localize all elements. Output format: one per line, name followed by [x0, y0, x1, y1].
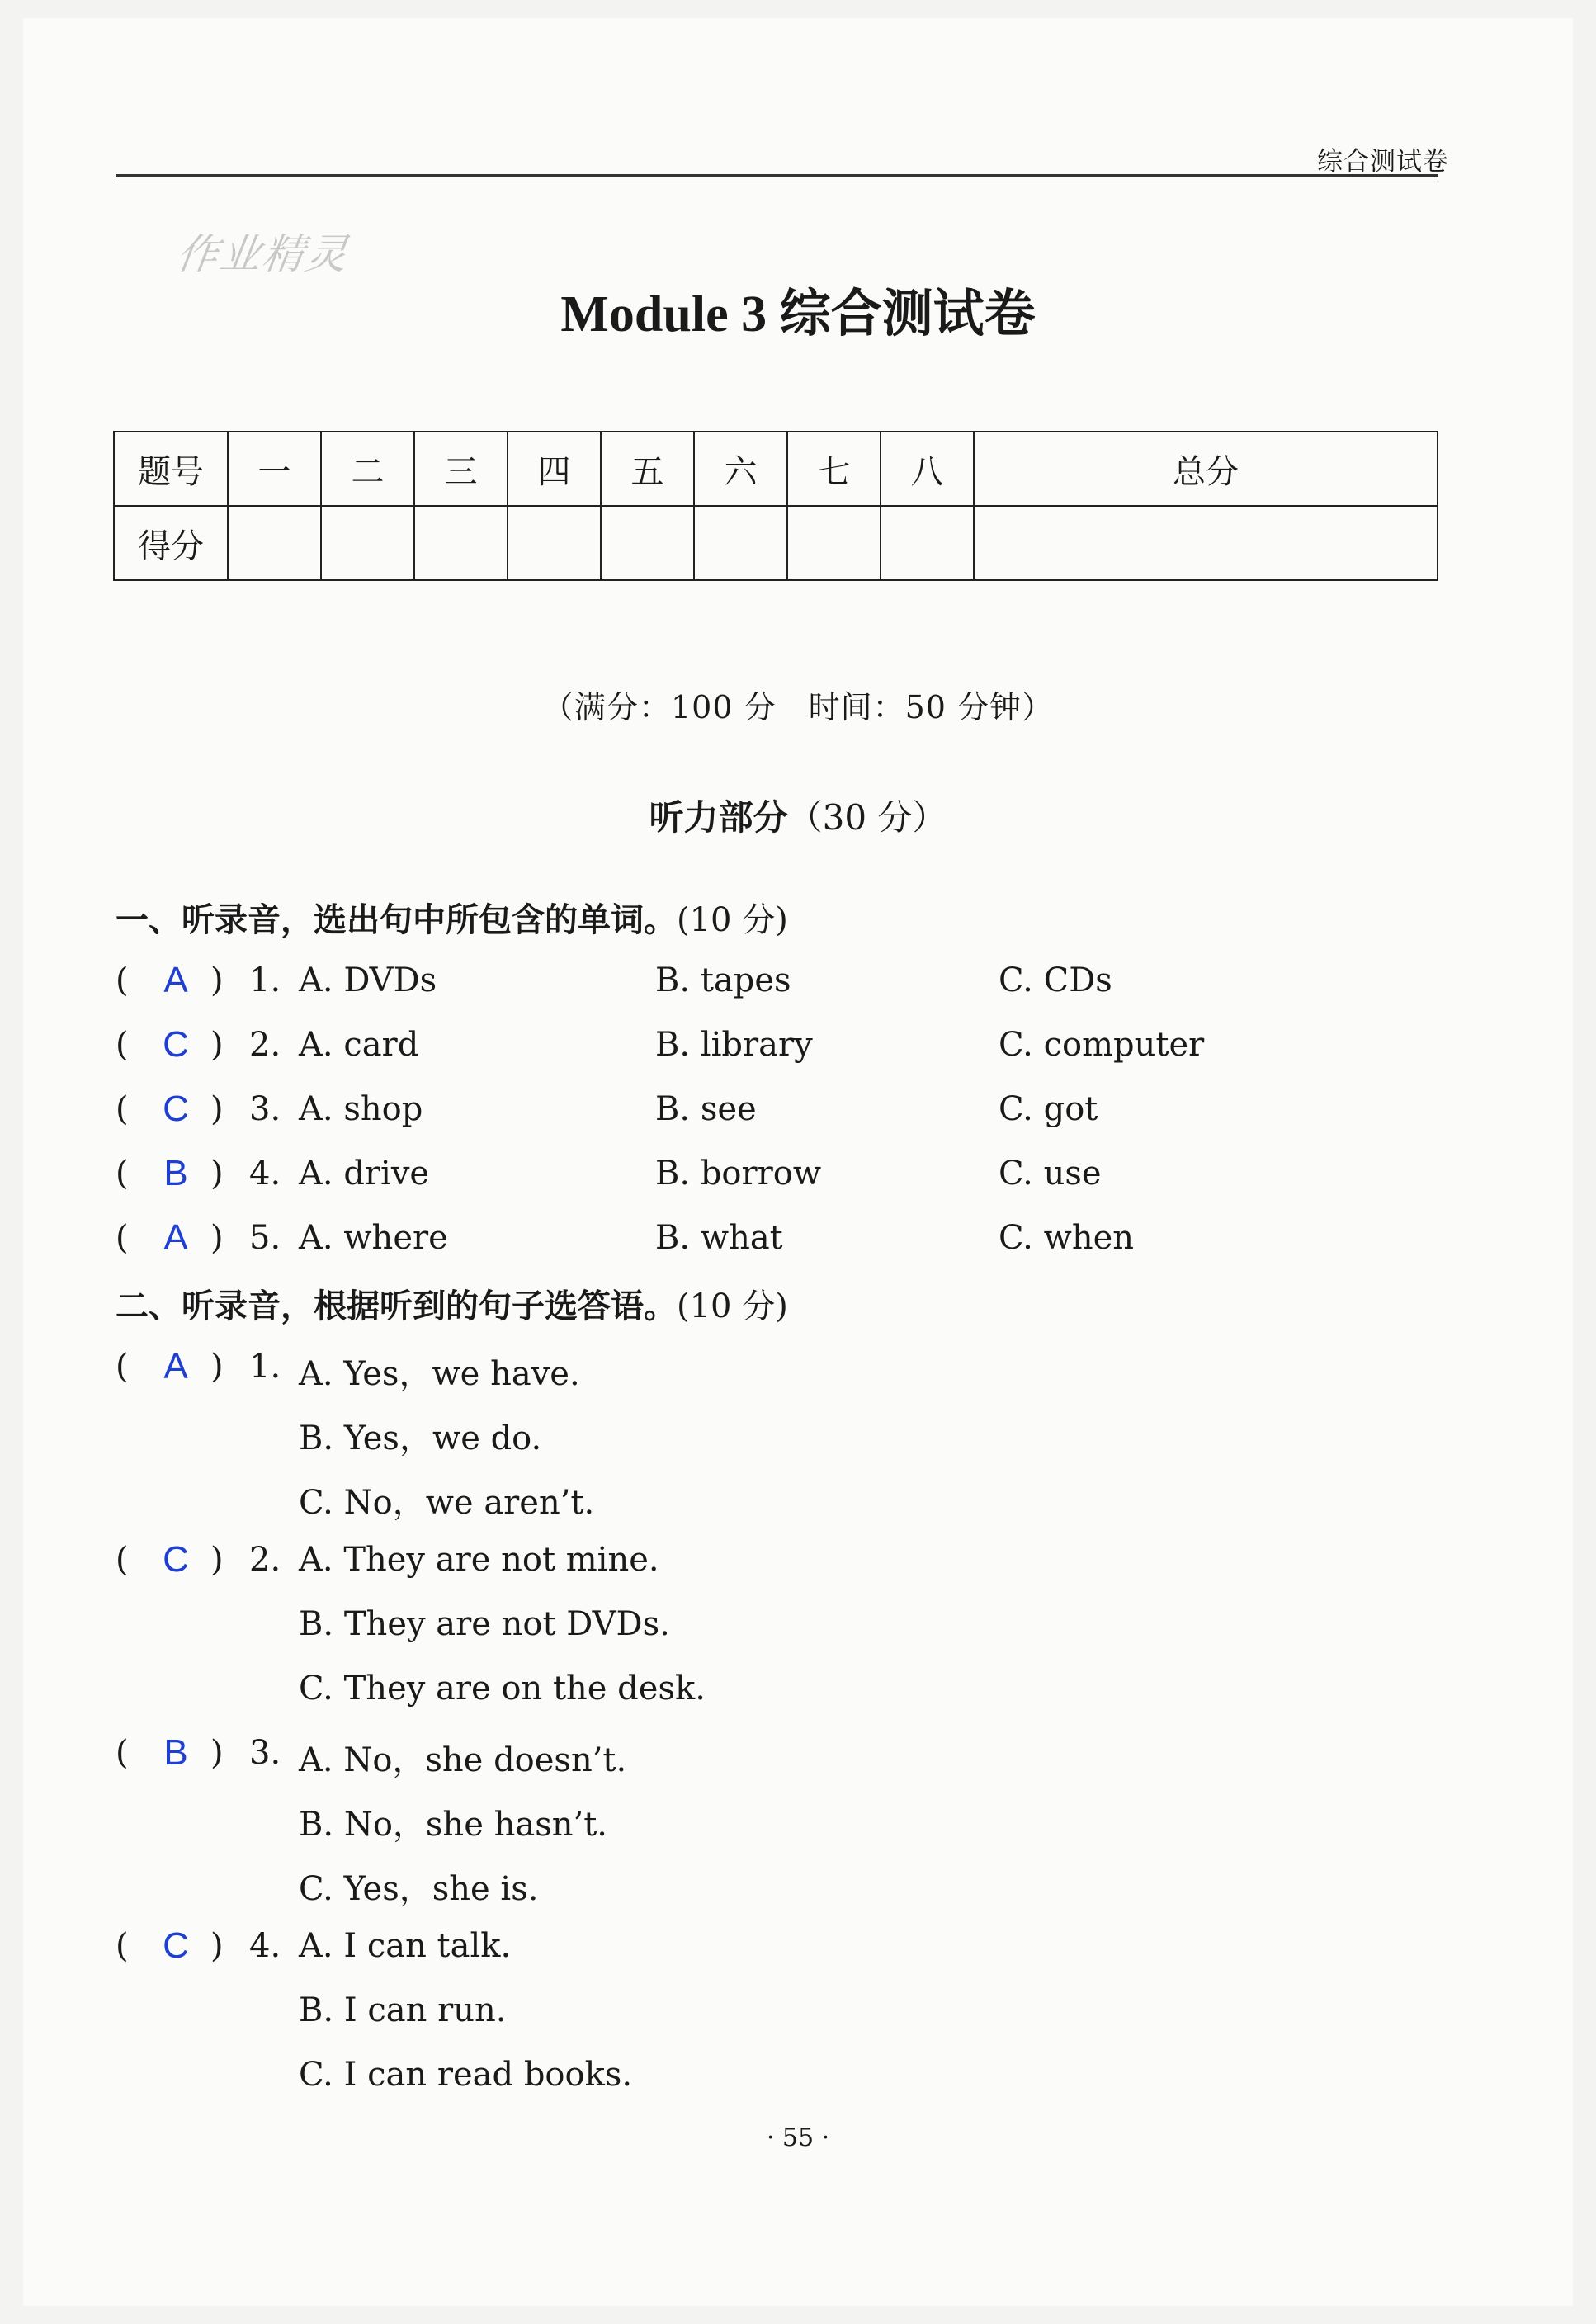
option-b: B. see	[655, 1090, 757, 1128]
answer-mark: A	[163, 1346, 188, 1386]
option-b: B. They are not DVDs.	[299, 1605, 670, 1643]
score-table-score-row	[114, 506, 1438, 580]
option-c: C. got	[999, 1090, 1098, 1128]
option-c: C. I can read books.	[299, 2056, 633, 2094]
score-table-cell: 总分	[974, 432, 1438, 506]
option-c: C. Yes，she is.	[299, 1870, 539, 1908]
section-1-heading	[116, 894, 788, 941]
option-c: C. use	[999, 1155, 1102, 1193]
section-1-title: 一、听录音，选出句中所包含的单词。	[116, 900, 677, 939]
option-b: B. library	[655, 1026, 813, 1064]
question-number: 4.	[249, 1927, 281, 1965]
option-b: B. tapes	[655, 961, 791, 999]
score-table-cell: 七	[787, 432, 881, 506]
option-c: C. when	[999, 1219, 1135, 1257]
question-number: 4.	[249, 1155, 281, 1193]
section-2-title: 二、听录音，根据听到的句子选答语。	[116, 1287, 677, 1325]
section-1-points: (10 分)	[677, 901, 788, 939]
page-number: · 55 ·	[766, 2123, 830, 2152]
question-number: 5.	[249, 1219, 281, 1257]
option-a: A. I can talk.	[299, 1927, 512, 1965]
answer-mark: A	[163, 960, 188, 1000]
answer-mark: C	[163, 1089, 189, 1129]
score-table-cell: 得分	[114, 506, 228, 580]
score-blank-cell	[414, 506, 508, 580]
option-c: C. computer	[999, 1026, 1205, 1064]
score-table-cell: 题号	[114, 432, 228, 506]
option-a: A. Yes，we have.	[299, 1355, 580, 1393]
score-table-cell: 八	[881, 432, 974, 506]
score-blank-cell	[787, 506, 881, 580]
score-blank-cell	[321, 506, 414, 580]
score-table-header-row	[114, 432, 1438, 506]
option-c: C. No，we aren’t.	[299, 1484, 595, 1522]
question-number: 3.	[249, 1734, 281, 1772]
option-a: A. shop	[299, 1090, 423, 1128]
header-rule-thick	[116, 174, 1438, 177]
option-a: A. where	[299, 1219, 448, 1257]
score-blank-cell	[228, 506, 321, 580]
watermark-logo: 作业精灵	[173, 230, 352, 278]
option-c: C. They are on the desk.	[299, 1670, 706, 1708]
score-blank-cell	[974, 506, 1438, 580]
score-table-cell: 五	[601, 432, 694, 506]
option-b: B. Yes，we do.	[299, 1419, 542, 1457]
option-b: B. what	[655, 1219, 783, 1257]
answer-mark: B	[163, 1732, 188, 1773]
option-a: A. card	[299, 1026, 419, 1064]
part-points: （30 分）	[787, 797, 947, 838]
score-table-cell: 一	[228, 432, 321, 506]
part-heading	[0, 791, 1596, 840]
option-a: A. DVDs	[299, 961, 437, 999]
question-number: 2.	[249, 1541, 281, 1579]
score-blank-cell	[601, 506, 694, 580]
score-table	[113, 431, 1438, 581]
option-a: A. They are not mine.	[299, 1541, 659, 1579]
score-blank-cell	[694, 506, 787, 580]
page-title: Module 3 综合测试卷	[560, 286, 1036, 342]
answer-mark: C	[163, 1925, 189, 1966]
score-blank-cell	[508, 506, 601, 580]
score-table-cell: 二	[321, 432, 414, 506]
question-number: 1.	[249, 961, 281, 999]
header-section-label: 综合测试卷	[1317, 147, 1449, 177]
question-number: 3.	[249, 1090, 281, 1128]
option-b: B. I can run.	[299, 1991, 507, 2029]
answer-mark: C	[163, 1024, 189, 1065]
score-blank-cell	[881, 506, 974, 580]
option-a: A. drive	[299, 1155, 430, 1193]
question-number: 2.	[249, 1026, 281, 1064]
full-marks-info: （满分：100 分 时间：50 分钟）	[541, 689, 1055, 725]
answer-mark: A	[163, 1217, 188, 1258]
question-number: 1.	[249, 1348, 281, 1386]
answer-mark: C	[163, 1539, 189, 1580]
score-table-cell: 六	[694, 432, 787, 506]
score-table-cell: 四	[508, 432, 601, 506]
section-2-heading	[116, 1280, 788, 1327]
section-2-points: (10 分)	[677, 1287, 788, 1325]
score-table-cell: 三	[414, 432, 508, 506]
option-b: B. No，she hasn’t.	[299, 1806, 607, 1844]
option-b: B. borrow	[655, 1155, 822, 1193]
part-title: 听力部分	[649, 797, 788, 838]
answer-mark: B	[163, 1153, 188, 1193]
option-a: A. No，she doesn’t.	[299, 1741, 627, 1779]
option-c: C. CDs	[999, 961, 1112, 999]
